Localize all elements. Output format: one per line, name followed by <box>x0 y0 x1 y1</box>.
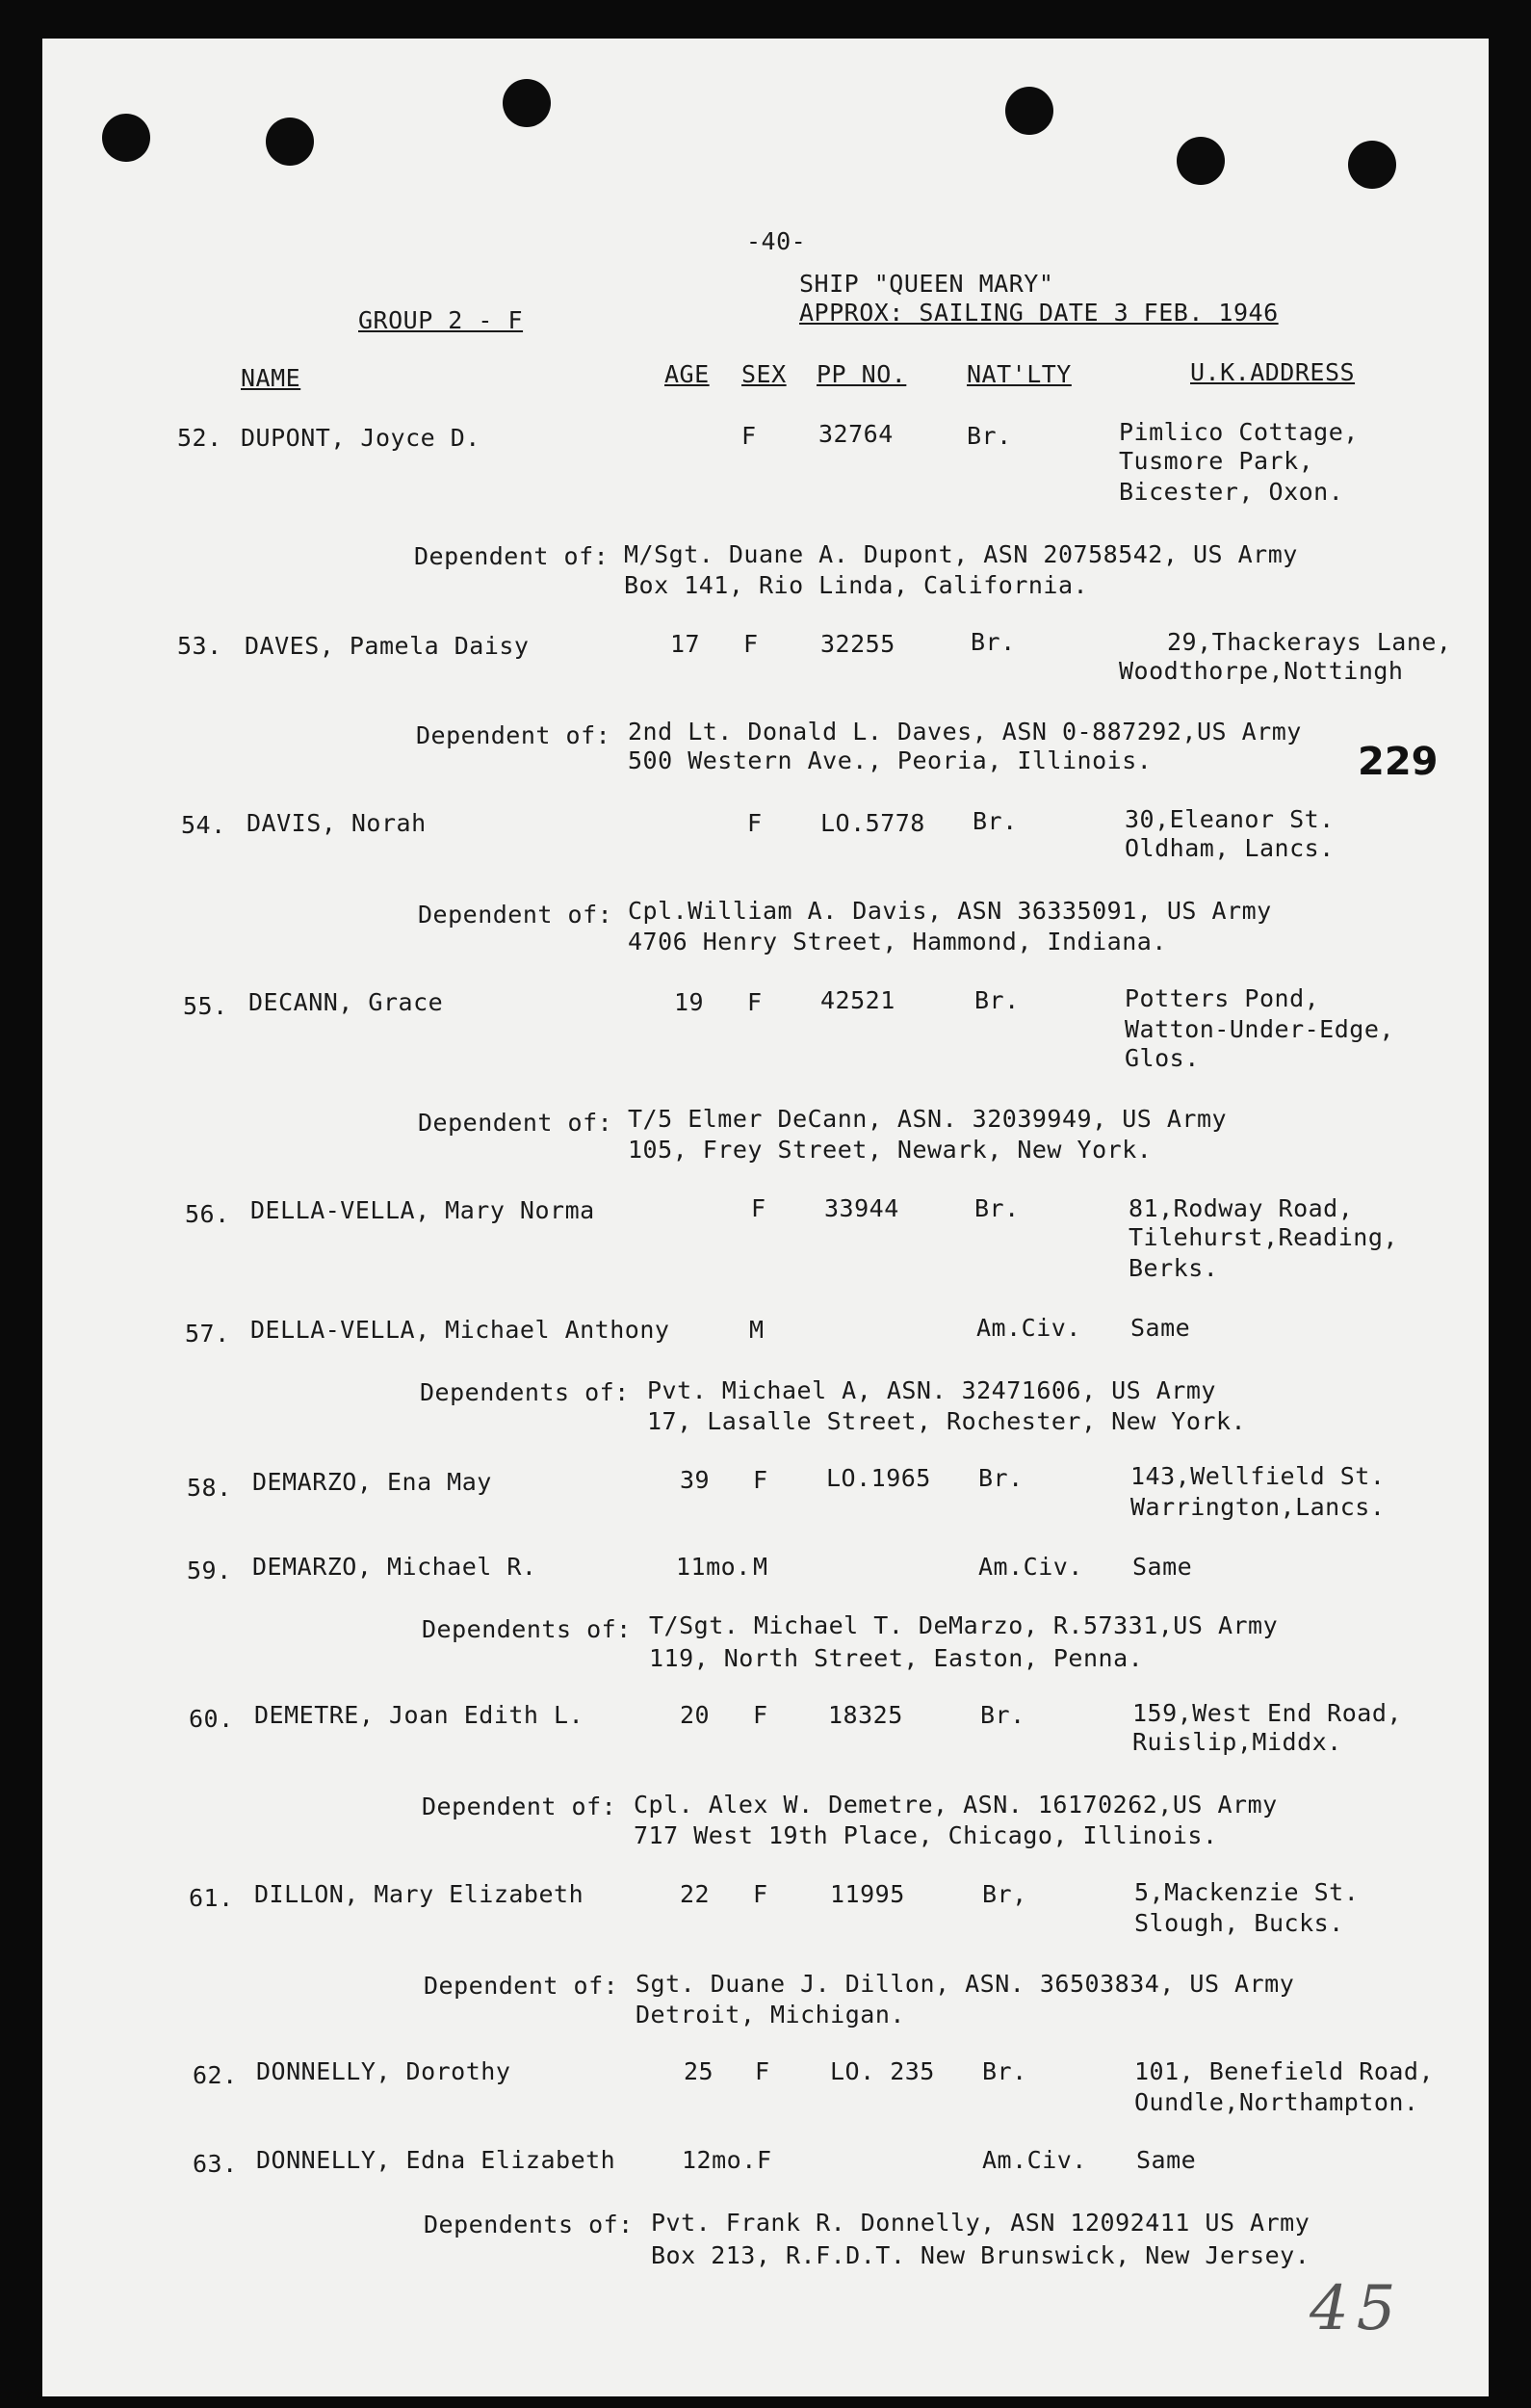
row-pp-no: 32764 <box>818 420 894 448</box>
dependent-line1: Pvt. Michael A, ASN. 32471606, US Army <box>647 1376 1216 1404</box>
column-header-pp-no: PP NO. <box>817 360 907 388</box>
row-address-line2: Oldham, Lancs. <box>1125 834 1335 862</box>
dependent-label: Dependents of: <box>422 1615 632 1643</box>
column-header-nationality: NAT'LTY <box>967 360 1072 388</box>
row-address-line1: Potters Pond, <box>1125 984 1320 1012</box>
dependent-label: Dependents of: <box>424 2211 634 2238</box>
row-nationality: Br. <box>980 1701 1025 1729</box>
punch-hole <box>1005 87 1053 135</box>
column-header-address: U.K.ADDRESS <box>1190 358 1356 386</box>
row-nationality: Br, <box>982 1880 1027 1908</box>
row-address-line3: Bicester, Oxon. <box>1119 478 1344 506</box>
row-age: 17 <box>670 630 701 658</box>
row-sex: F <box>747 988 763 1016</box>
row-number: 58. <box>187 1474 232 1502</box>
row-number: 57. <box>185 1320 230 1348</box>
row-address-line2: Ruislip,Middx. <box>1132 1728 1342 1756</box>
row-address-line1: Same <box>1132 1553 1193 1581</box>
row-nationality: Br. <box>974 986 1020 1014</box>
row-age: 39 <box>680 1466 711 1494</box>
dependent-line1: Sgt. Duane J. Dillon, ASN. 36503834, US Army <box>636 1970 1295 1998</box>
row-name: DONNELLY, Edna Elizabeth <box>256 2146 616 2174</box>
row-address-line2: Oundle,Northampton. <box>1134 2088 1419 2116</box>
row-name: DEMARZO, Michael R. <box>252 1553 537 1581</box>
dependent-line2: 717 West 19th Place, Chicago, Illinois. <box>634 1821 1218 1849</box>
sailing-date: APPROX: SAILING DATE 3 FEB. 1946 <box>799 299 1279 327</box>
dependent-line2: 500 Western Ave., Peoria, Illinois. <box>628 746 1153 774</box>
dependent-line2: Detroit, Michigan. <box>636 2001 905 2028</box>
row-nationality: Br. <box>971 628 1016 656</box>
row-number: 60. <box>189 1705 234 1733</box>
row-sex: F <box>757 2146 772 2174</box>
row-address-line1: 81,Rodway Road, <box>1129 1194 1354 1222</box>
column-header-age: AGE <box>664 360 710 388</box>
row-address-line2: Tusmore Park, <box>1119 447 1314 475</box>
row-pp-no: 33944 <box>824 1194 899 1222</box>
row-name: DUPONT, Joyce D. <box>241 424 480 452</box>
row-address-line2: Warrington,Lancs. <box>1130 1493 1386 1521</box>
row-age: 20 <box>680 1701 711 1729</box>
row-number: 53. <box>177 632 222 660</box>
dependent-line1: T/Sgt. Michael T. DeMarzo, R.57331,US Army <box>649 1611 1279 1639</box>
row-number: 62. <box>193 2061 238 2089</box>
row-address-line1: Same <box>1136 2146 1197 2174</box>
dependent-line1: Cpl. Alex W. Demetre, ASN. 16170262,US Army <box>634 1791 1278 1819</box>
row-nationality: Am.Civ. <box>976 1314 1081 1342</box>
row-sex: F <box>753 1701 768 1729</box>
ship-name: SHIP "QUEEN MARY" <box>799 270 1054 298</box>
dependent-line1: T/5 Elmer DeCann, ASN. 32039949, US Army <box>628 1105 1228 1133</box>
row-age: 11mo. <box>676 1553 751 1581</box>
row-sex: F <box>747 809 763 837</box>
dependent-line2: 105, Frey Street, Newark, New York. <box>628 1136 1153 1164</box>
dependent-line2: 4706 Henry Street, Hammond, Indiana. <box>628 928 1167 955</box>
row-nationality: Br. <box>982 2057 1027 2085</box>
dependent-label: Dependent of: <box>418 901 613 929</box>
dependent-line2: Box 213, R.F.D.T. New Brunswick, New Jersey. <box>651 2241 1310 2269</box>
pencil-annotation: 45 <box>1310 2273 1404 2344</box>
row-pp-no: 32255 <box>820 630 895 658</box>
row-age: 12mo. <box>682 2146 757 2174</box>
row-sex: F <box>751 1194 766 1222</box>
row-sex: F <box>753 1466 768 1494</box>
row-address-line2: Watton-Under-Edge, <box>1125 1015 1394 1043</box>
dependent-line2: 17, Lasalle Street, Rochester, New York. <box>647 1407 1247 1435</box>
dependent-label: Dependent of: <box>418 1109 613 1137</box>
punch-hole <box>266 118 314 166</box>
page-number: -40- <box>746 227 807 255</box>
row-address-line2: Woodthorpe,Nottingh <box>1119 657 1404 685</box>
row-pp-no: LO.1965 <box>826 1464 931 1492</box>
row-address-line1: Same <box>1130 1314 1191 1342</box>
row-age: 22 <box>680 1880 711 1908</box>
punch-hole <box>1348 141 1396 189</box>
row-address-line1: 143,Wellfield St. <box>1130 1462 1386 1490</box>
dependent-line1: Cpl.William A. Davis, ASN 36335091, US Army <box>628 897 1272 925</box>
dependent-line1: M/Sgt. Duane A. Dupont, ASN 20758542, US Army <box>624 540 1298 568</box>
row-age: 19 <box>674 988 705 1016</box>
column-header-name: NAME <box>241 364 301 392</box>
stamped-number: 229 <box>1358 740 1439 784</box>
row-sex: M <box>753 1553 768 1581</box>
row-number: 54. <box>181 811 226 839</box>
row-name: DONNELLY, Dorothy <box>256 2057 511 2085</box>
row-number: 59. <box>187 1557 232 1584</box>
row-number: 56. <box>185 1200 230 1228</box>
dependent-line1: 2nd Lt. Donald L. Daves, ASN 0-887292,US Army <box>628 718 1302 746</box>
row-nationality: Br. <box>978 1464 1024 1492</box>
dependent-line2: Box 141, Rio Linda, California. <box>624 571 1089 599</box>
group-label: GROUP 2 - F <box>358 306 524 334</box>
row-address-line1: 159,West End Road, <box>1132 1699 1402 1727</box>
row-number: 61. <box>189 1884 234 1912</box>
row-nationality: Am.Civ. <box>982 2146 1087 2174</box>
row-address-line1: 30,Eleanor St. <box>1125 805 1335 833</box>
row-name: DAVES, Pamela Daisy <box>245 632 530 660</box>
row-name: DELLA-VELLA, Michael Anthony <box>250 1316 670 1344</box>
row-sex: M <box>749 1316 765 1344</box>
row-name: DEMARZO, Ena May <box>252 1468 492 1496</box>
punch-hole <box>102 114 150 162</box>
row-number: 52. <box>177 424 222 452</box>
row-address-line3: Glos. <box>1125 1044 1200 1072</box>
dependent-line2: 119, North Street, Easton, Penna. <box>649 1644 1144 1672</box>
row-name: DECANN, Grace <box>248 988 444 1016</box>
row-name: DEMETRE, Joan Edith L. <box>254 1701 584 1729</box>
row-nationality: Br. <box>967 422 1012 450</box>
dependent-label: Dependent of: <box>414 542 610 570</box>
row-sex: F <box>741 422 757 450</box>
row-pp-no: 18325 <box>828 1701 903 1729</box>
row-address-line1: 29,Thackerays Lane, <box>1167 628 1452 656</box>
row-address-line1: 101, Benefield Road, <box>1134 2057 1435 2085</box>
row-nationality: Br. <box>974 1194 1020 1222</box>
row-pp-no: 42521 <box>820 986 895 1014</box>
row-address-line1: Pimlico Cottage, <box>1119 418 1359 446</box>
punch-hole <box>503 79 551 127</box>
row-sex: F <box>753 1880 768 1908</box>
dependent-label: Dependent of: <box>416 721 611 749</box>
row-number: 55. <box>183 992 228 1020</box>
row-name: DELLA-VELLA, Mary Norma <box>250 1196 595 1224</box>
row-number: 63. <box>193 2150 238 2178</box>
column-header-sex: SEX <box>741 360 787 388</box>
row-address-line3: Berks. <box>1129 1254 1219 1282</box>
row-name: DAVIS, Norah <box>247 809 427 837</box>
row-sex: F <box>755 2057 770 2085</box>
row-address-line1: 5,Mackenzie St. <box>1134 1878 1360 1906</box>
row-pp-no: LO. 235 <box>830 2057 935 2085</box>
row-name: DILLON, Mary Elizabeth <box>254 1880 584 1908</box>
dependent-label: Dependents of: <box>420 1378 630 1406</box>
row-age: 25 <box>684 2057 714 2085</box>
dependent-line1: Pvt. Frank R. Donnelly, ASN 12092411 US Army <box>651 2209 1310 2237</box>
row-pp-no: LO.5778 <box>820 809 925 837</box>
row-pp-no: 11995 <box>830 1880 905 1908</box>
row-address-line2: Slough, Bucks. <box>1134 1909 1344 1937</box>
row-sex: F <box>743 630 759 658</box>
row-nationality: Br. <box>973 807 1018 835</box>
row-address-line2: Tilehurst,Reading, <box>1129 1223 1398 1251</box>
dependent-label: Dependent of: <box>424 1972 619 2000</box>
punch-hole <box>1177 137 1225 185</box>
dependent-label: Dependent of: <box>422 1793 617 1820</box>
row-nationality: Am.Civ. <box>978 1553 1083 1581</box>
